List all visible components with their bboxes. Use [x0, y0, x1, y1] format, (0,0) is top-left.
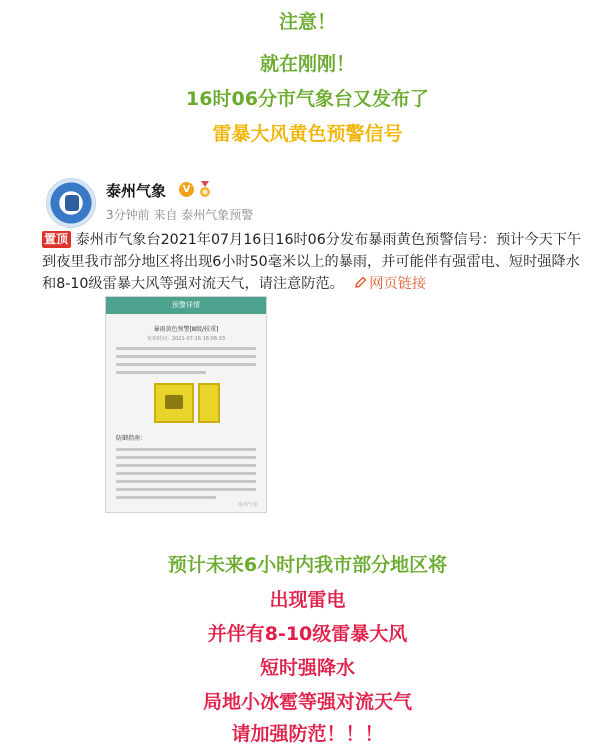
thunder-line: 出现雷电: [269, 589, 346, 611]
card-description: [106, 347, 266, 374]
hail-line: 局地小冰雹等强对流天气: [202, 691, 412, 713]
card-watermark: 泰州气象: [237, 502, 258, 508]
post-text: [42, 229, 582, 295]
account-name[interactable]: 泰州气象: [106, 182, 167, 200]
forecast-line: 预计未来6小时内我市部分地区将: [167, 554, 448, 576]
medal-icon: [198, 181, 212, 198]
warning-icons: [154, 383, 220, 423]
warning-detail-image[interactable]: [105, 296, 267, 513]
post-meta: 3分钟前 来自 泰州气象预警: [106, 208, 254, 222]
headline-attention: 注意！: [278, 11, 336, 33]
post-content: 泰州市气象台2021年07月16日16时06分发布暴雨黄色预警信号：预计今天下午到夜里我市部分地区将出现6小时50毫米以上的暴雨，并可能伴有强雷电、短时强降水和8-10级雷暴大风等强对流天气，请注意防范。: [42, 232, 582, 292]
gale-line: 并伴有8-10级雷暴大风: [207, 623, 408, 645]
headline-warning-signal: 雷暴大风黄色预警信号: [212, 123, 403, 145]
measures-title: 防御指南：: [116, 435, 147, 442]
verified-icon: V: [179, 182, 194, 197]
avatar-emblem-icon: [65, 195, 79, 211]
web-link-label: 网页链接: [369, 276, 427, 292]
thunderstorm-warning-icon: [198, 383, 220, 423]
card-header: 预警详情: [106, 297, 266, 314]
headline-just-now: 就在刚刚！: [259, 53, 355, 75]
caution-line: 请加强防范！！！: [231, 723, 384, 744]
web-link[interactable]: [348, 276, 426, 292]
account-avatar[interactable]: [46, 178, 96, 228]
pin-tag: 置顶: [42, 231, 71, 248]
rainstorm-warning-icon: [154, 383, 194, 423]
link-icon: [354, 276, 367, 289]
headline-issued-time: 16时06分市气象台又发布了: [186, 88, 429, 110]
heavy-rain-line: 短时强降水: [259, 657, 355, 679]
measures-list: [106, 443, 266, 499]
card-title: 暴雨黄色预警[Ⅲ级/较重]: [153, 326, 219, 333]
card-date: 发布时间：2021-07-16 16:06:33: [146, 336, 226, 342]
